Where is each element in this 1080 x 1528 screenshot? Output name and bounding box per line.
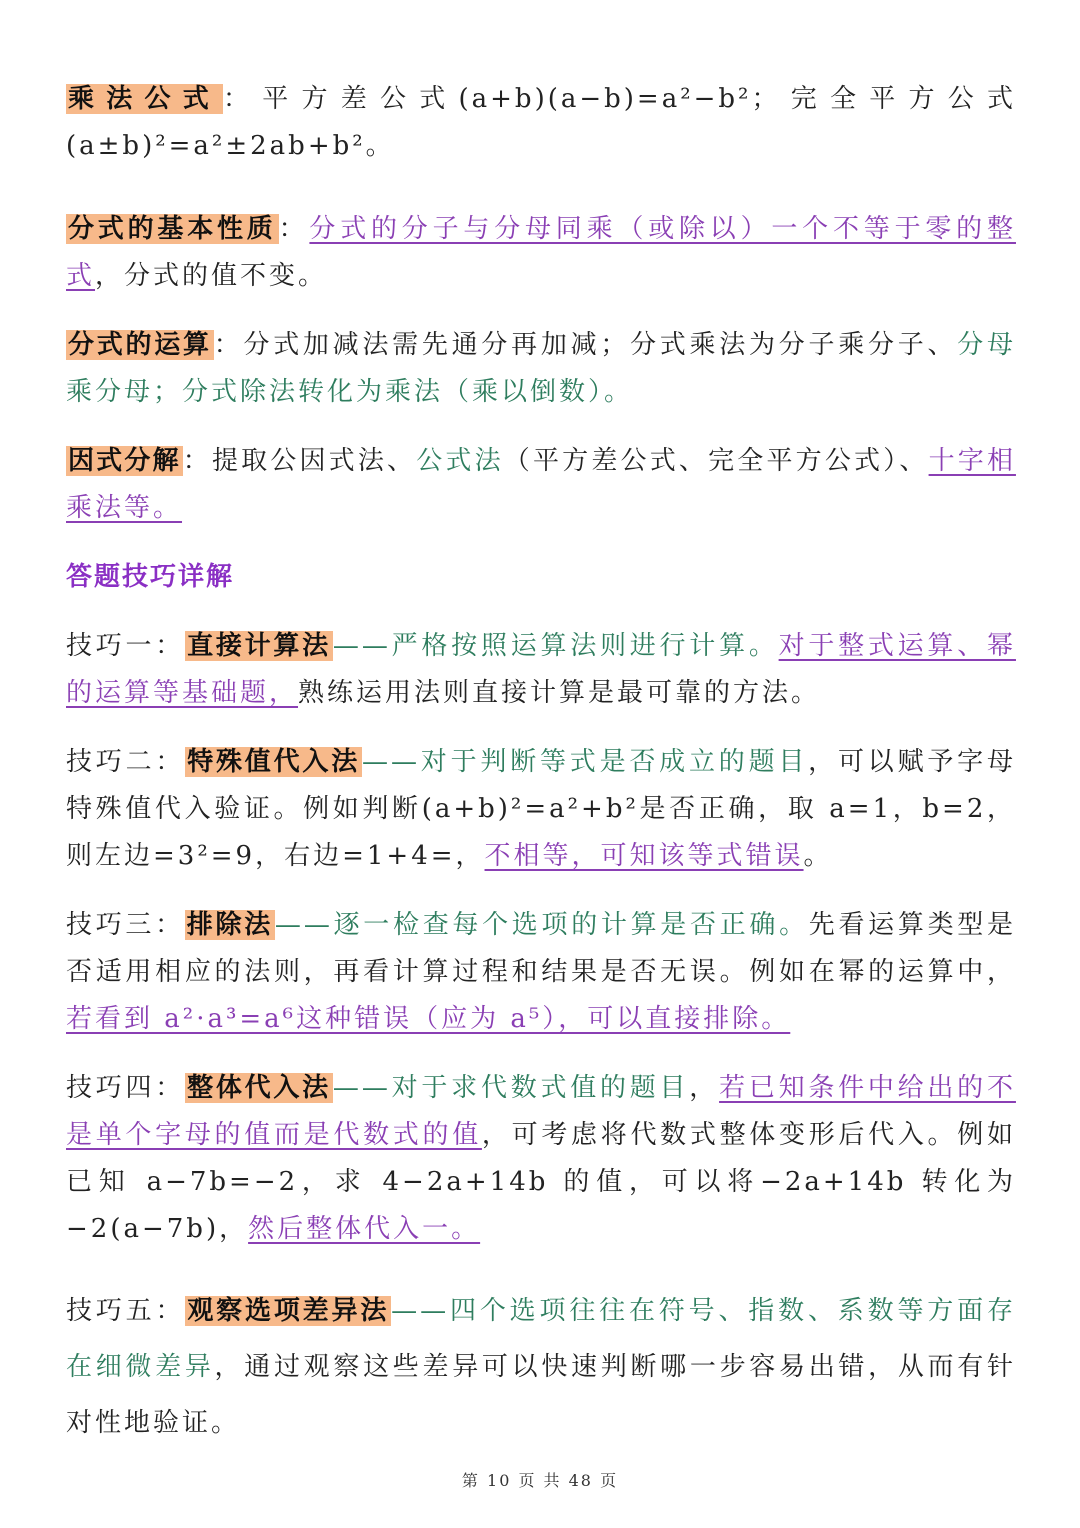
tip-title: 整体代入法 <box>187 1073 331 1103</box>
green-text: 逐一检查每个选项的计算是否正确。 <box>332 910 809 940</box>
tip-prefix: 技巧四： <box>66 1073 186 1103</box>
section-title: 乘法公式 <box>68 84 221 114</box>
underlined-text: 若看到 a²·a³=a⁶这种错误（应为 a⁵），可以直接排除。 <box>66 1004 791 1034</box>
section-title: 分式的基本性质 <box>68 214 277 244</box>
section-text: （平方差公式、完全平方公式）、 <box>503 446 929 476</box>
tip-title: 观察选项差异法 <box>187 1296 390 1326</box>
dash: —— <box>332 631 391 661</box>
underlined-text: 十字相乘法等。 <box>66 446 1016 523</box>
tip-text: 熟练运用法则直接计算是最可靠的方法。 <box>298 678 821 708</box>
green-text: 公式法 <box>416 446 504 476</box>
section-text: ，分式的值不变。 <box>95 261 328 291</box>
green-text: 分母乘分母；分式除法转化为乘法（乘以倒数）。 <box>66 330 1016 407</box>
tip-text: ，可以赋予字母特殊值代入验证。例如判断(a+b)²=a²+b²是否正确，取 a=1，b=2，则左边=3²=9，右边=1+4=， <box>66 747 1016 871</box>
section-fraction-operations <box>66 322 1016 416</box>
section-text: 分式加减法需先通分再加减；分式乘法为分子乘分子、 <box>243 330 958 360</box>
colon: ： <box>223 84 263 114</box>
page-footer: 第 10 页 共 48 页 <box>461 1471 619 1490</box>
tip-title: 特殊值代入法 <box>187 747 360 777</box>
tip-whole-substitution <box>66 1065 1016 1253</box>
underlined-text: 对于整式运算、幂的运算等基础题， <box>66 631 1016 708</box>
colon: ： <box>278 214 310 244</box>
dash: —— <box>391 1296 450 1326</box>
colon: ： <box>182 446 212 476</box>
dash: —— <box>274 910 333 940</box>
underlined-text: 然后整体代入一。 <box>248 1214 481 1244</box>
section-title: 分式的运算 <box>68 330 212 360</box>
green-text: 严格按照运算法则进行计算。 <box>390 631 779 661</box>
tip-text: ，通过观察这些差异可以快速判断哪一步容易出错，从而有针对性地验证。 <box>66 1352 1016 1438</box>
section-multiplication-formula <box>66 76 1016 170</box>
tip-prefix: 技巧一： <box>66 631 186 661</box>
green-text: 四个选项往往在符号、指数、系数等方面存在细微差异 <box>66 1296 1016 1382</box>
tip-prefix: 技巧三： <box>66 910 185 940</box>
section-title: 因式分解 <box>68 446 181 476</box>
tip-text: 。 <box>803 841 833 871</box>
section-text: 平方差公式(a+b)(a−b)=a²−b²；完全平方公式(a±b)²=a²±2ab+b²。 <box>66 84 1016 161</box>
tip-elimination <box>66 902 1016 1043</box>
section-text: 提取公因式法、 <box>211 446 417 476</box>
underlined-text: 分式的分子与分母同乘（或除以）一个不等于零的整式 <box>66 214 1016 291</box>
tip-prefix: 技巧五： <box>66 1296 186 1326</box>
dash: —— <box>362 747 420 777</box>
document-body <box>66 76 1016 1451</box>
underlined-text: 若已知条件中给出的不是单个字母的值而是代数式的值 <box>66 1073 1016 1150</box>
tips-heading: 答题技巧详解 <box>66 562 235 592</box>
tip-text: 先看运算类型是否适用相应的法则，再看计算过程和结果是否无误。例如在幂的运算中， <box>66 910 1016 987</box>
tip-title: 直接计算法 <box>187 631 331 661</box>
tip-special-value <box>66 739 1016 880</box>
green-text: 对于判断等式是否成立的题目 <box>420 747 809 777</box>
dash: —— <box>332 1073 391 1103</box>
colon: ： <box>213 330 244 360</box>
tip-text: ， <box>689 1073 720 1103</box>
tip-direct-calculation <box>66 623 1016 717</box>
green-text: 对于求代数式值的题目 <box>390 1073 690 1103</box>
tip-text: ，可考虑将代数式整体变形后代入。例如已知 a−7b=−2，求 4−2a+14b 的值，可以将−2a+14b 转化为−2(a−7b)， <box>66 1120 1016 1244</box>
underlined-text: 不相等，可知该等式错误 <box>484 841 804 871</box>
section-factorization <box>66 438 1016 532</box>
section-fraction-property <box>66 206 1016 300</box>
tip-option-difference <box>66 1283 1016 1451</box>
tip-prefix: 技巧二： <box>66 747 186 777</box>
tip-title: 排除法 <box>186 910 273 940</box>
